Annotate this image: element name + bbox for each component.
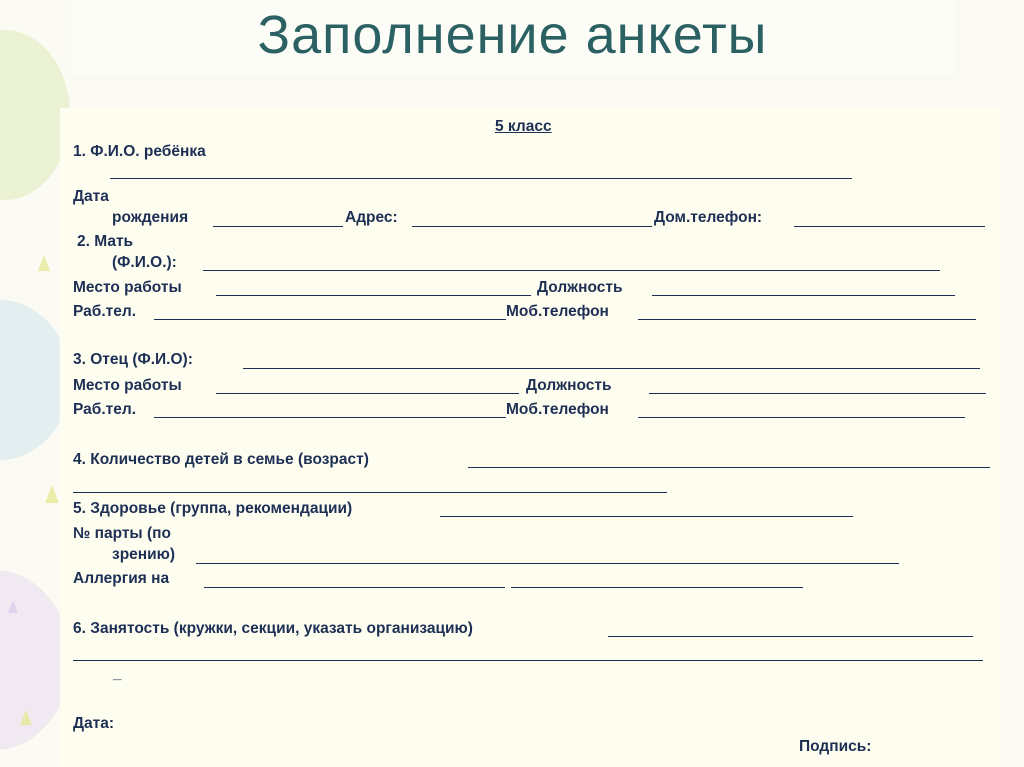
date-label: Дата xyxy=(73,188,109,205)
trailing-underscore: _ xyxy=(113,665,122,682)
father-work-phone-label: Раб.тел. xyxy=(73,401,136,418)
mother-work-phone-label: Раб.тел. xyxy=(73,303,136,320)
father-mobile-phone-field-line xyxy=(638,417,965,418)
signature-label: Подпись: xyxy=(799,738,872,755)
father-position-label: Должность xyxy=(526,377,612,394)
mother-work-place-field-line xyxy=(216,295,531,296)
father-name-field-line xyxy=(243,368,980,369)
desk-number-label: № парты (по xyxy=(73,525,171,542)
activities-field-line-2 xyxy=(73,660,983,661)
address-field-line xyxy=(412,226,652,227)
desk-number-field-line xyxy=(196,563,899,564)
page-title: Заполнение анкеты xyxy=(257,5,768,65)
mother-mobile-phone-label: Моб.телефон xyxy=(506,303,609,320)
mother-work-phone-field-line xyxy=(154,319,506,320)
allergy-field-line xyxy=(204,587,505,588)
health-field-line xyxy=(440,516,853,517)
birth-date-field-line xyxy=(213,226,343,227)
fill-date-label: Дата: xyxy=(73,715,115,732)
father-work-place-label: Место работы xyxy=(73,377,182,394)
streamer-decoration xyxy=(8,600,18,613)
child-name-label: 1. Ф.И.О. ребёнка xyxy=(73,143,206,160)
mother-label: 2. Мать xyxy=(77,233,134,250)
activities-field-line xyxy=(608,636,973,637)
title-area xyxy=(70,0,955,75)
birth-date-label: рождения xyxy=(112,209,189,226)
father-work-place-field-line xyxy=(216,393,519,394)
allergy-label: Аллергия на xyxy=(73,570,170,587)
father-work-phone-field-line xyxy=(154,417,506,418)
vision-label: зрению) xyxy=(112,546,176,563)
home-phone-label: Дом.телефон: xyxy=(654,209,763,226)
mother-work-place-label: Место работы xyxy=(73,279,182,296)
activities-label: 6. Занятость (кружки, секции, указать организацию) xyxy=(73,620,473,637)
health-label: 5. Здоровье (группа, рекомендации) xyxy=(73,500,353,517)
children-count-label: 4. Количество детей в семье (возраст) xyxy=(73,451,369,468)
address-label: Адрес: xyxy=(345,209,398,226)
allergy-field-line-2 xyxy=(511,587,803,588)
questionnaire-form xyxy=(60,108,1002,767)
father-mobile-phone-label: Моб.телефон xyxy=(506,401,609,418)
father-position-field-line xyxy=(649,393,986,394)
home-phone-field-line xyxy=(794,226,985,227)
mother-position-label: Должность xyxy=(537,279,623,296)
father-name-label: 3. Отец (Ф.И.О): xyxy=(73,351,193,368)
mother-position-field-line xyxy=(652,295,955,296)
mother-mobile-phone-field-line xyxy=(638,319,976,320)
streamer-decoration xyxy=(45,485,59,503)
child-name-field-line xyxy=(110,178,852,179)
mother-name-field-line xyxy=(203,270,940,271)
children-count-field-line xyxy=(468,467,990,468)
streamer-decoration xyxy=(20,710,32,725)
streamer-decoration xyxy=(38,255,50,271)
mother-name-label: (Ф.И.О.): xyxy=(112,254,177,271)
grade-heading: 5 класс xyxy=(495,118,552,135)
children-count-field-line-2 xyxy=(73,492,667,493)
